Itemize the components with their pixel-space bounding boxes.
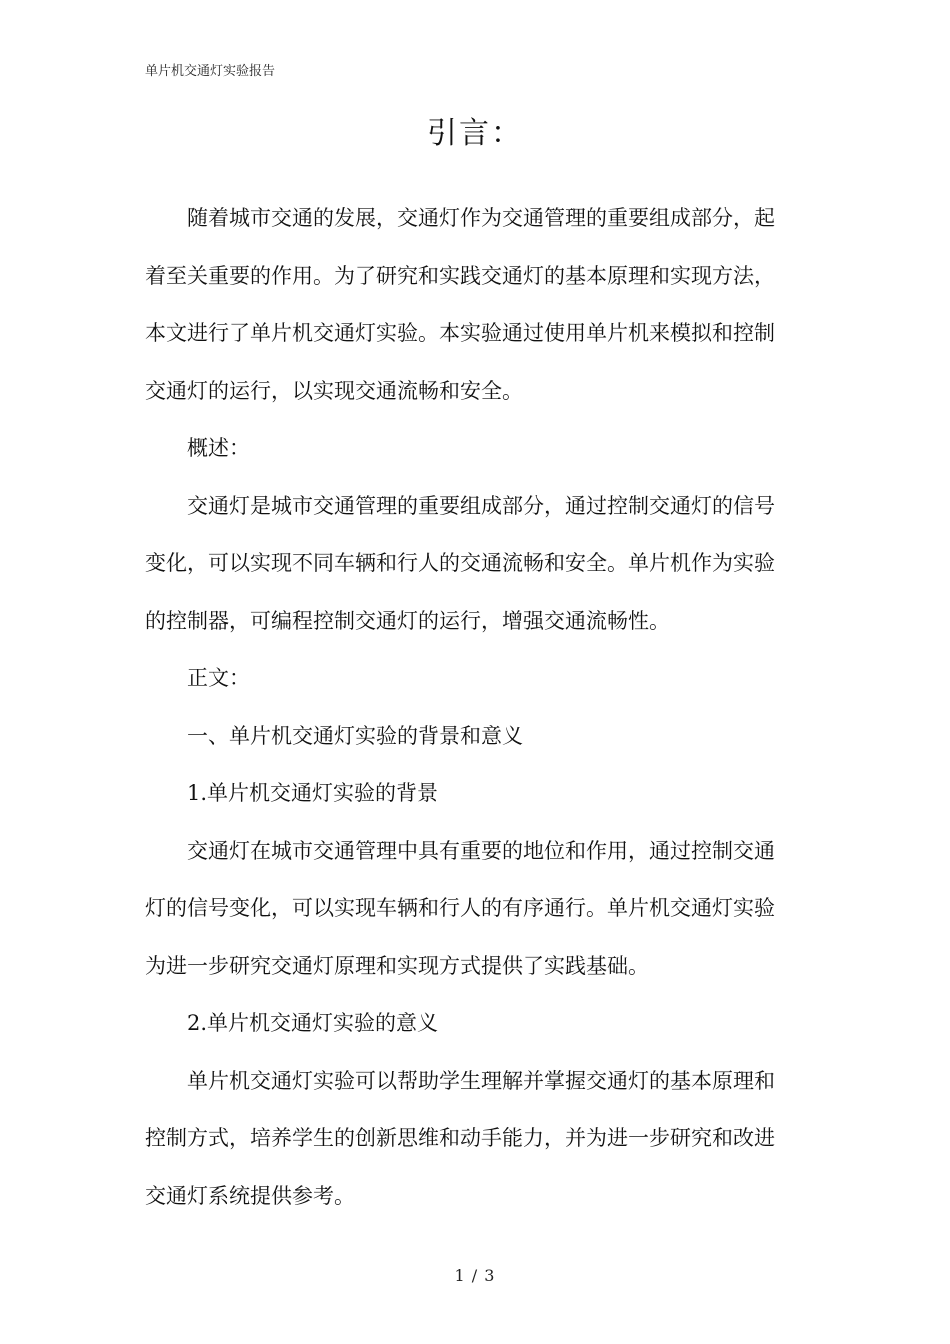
paragraph-background: 交通灯在城市交通管理中具有重要的地位和作用，通过控制交通灯的信号变化，可以实现车辆和行人的有序通行。单片机交通灯实验为进一步研究交通灯原理和实现方式提供了实践基础。 xyxy=(145,838,775,978)
running-header: 单片机交通灯实验报告 xyxy=(145,64,276,79)
paragraph-significance: 单片机交通灯实验可以帮助学生理解并掌握交通灯的基本原理和控制方式，培养学生的创新思维和动手能力，并为进一步研究和改进交通灯系统提供参考。 xyxy=(145,1068,775,1208)
heading-main-text: 正文： xyxy=(187,666,250,690)
page-number: 1 / 3 xyxy=(454,1266,496,1285)
heading-subsection-1-2: 2.单片机交通灯实验的意义 xyxy=(187,1011,439,1035)
paragraph-introduction: 随着城市交通的发展，交通灯作为交通管理的重要组成部分，起着至关重要的作用。为了研究和实践交通灯的基本原理和实现方法，本文进行了单片机交通灯实验。本实验通过使用单片机来模拟和控制交通灯的运行，以实现交通流畅和安全。 xyxy=(145,206,775,403)
section-title: 引言： xyxy=(427,116,523,151)
heading-subsection-1-1: 1.单片机交通灯实验的背景 xyxy=(187,781,439,805)
document-body xyxy=(145,190,795,1225)
paragraph-overview: 交通灯是城市交通管理的重要组成部分，通过控制交通灯的信号变化，可以实现不同车辆和行人的交通流畅和安全。单片机作为实验的控制器，可编程控制交通灯的运行，增强交通流畅性。 xyxy=(145,493,775,633)
heading-section-1: 一、单片机交通灯实验的背景和意义 xyxy=(187,723,523,748)
heading-overview: 概述： xyxy=(187,436,250,460)
